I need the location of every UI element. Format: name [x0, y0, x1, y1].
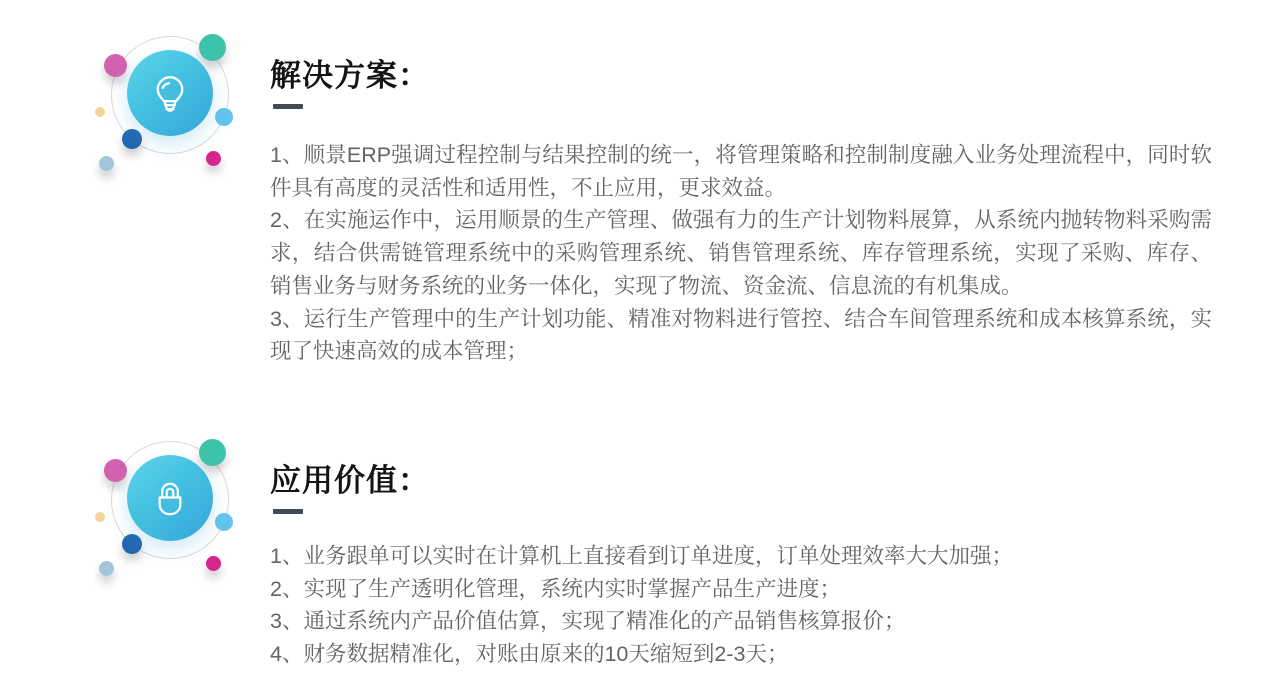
- dot-teal: [199, 34, 226, 61]
- value-paragraph-2: 2、实现了生产透明化管理，系统内实时掌握产品生产进度；: [270, 576, 841, 601]
- dot-yellow: [95, 107, 105, 117]
- value-body: [270, 540, 1212, 671]
- lightbulb-icon: [147, 70, 193, 116]
- solution-paragraph-2: 2、在实施运作中，运用顺景的生产管理、做强有力的生产计划物料展算，从系统内抛转物料采购需求，结合供需链管理系统中的采购管理系统、销售管理系统、库存管理系统，实现了采购、库存、销售业务与财务系统的业务一体化，实现了物流、资金流、信息流的有机集成。: [270, 208, 1212, 298]
- section-title-value: 应用价值：: [270, 463, 430, 498]
- dot-pale-blue: [99, 156, 114, 171]
- dot-dark-blue: [122, 534, 142, 554]
- solution-paragraph-3: 3、运行生产管理中的生产计划功能、精准对物料进行管控、结合车间管理系统和成本核算系统，实现了快速高效的成本管理；: [270, 306, 1212, 364]
- title-underline: [273, 104, 303, 109]
- dot-pale-blue: [99, 561, 114, 576]
- dot-light-blue: [215, 108, 233, 126]
- value-paragraph-4: 4、财务数据精准化，对账由原来的10天缩短到2-3天；: [270, 642, 789, 667]
- solution-paragraph-1: 1、顺景ERP强调过程控制与结果控制的统一，将管理策略和控制制度融入业务处理流程中，同时软件具有高度的灵活性和适用性，不止应用，更求效益。: [270, 143, 1212, 200]
- section-title-solution: 解决方案：: [270, 58, 430, 93]
- dot-teal: [199, 439, 226, 466]
- dot-pink: [104, 459, 127, 482]
- title-underline: [273, 509, 303, 514]
- dot-magenta: [206, 556, 221, 571]
- solution-body: [270, 139, 1212, 368]
- dot-magenta: [206, 151, 221, 166]
- value-paragraph-3: 3、通过系统内产品价值估算，实现了精准化的产品销售核算报价；: [270, 609, 906, 634]
- dot-dark-blue: [122, 129, 142, 149]
- dot-yellow: [95, 512, 105, 522]
- solution-icon-group: [88, 30, 238, 180]
- lightbulb-icon-circle: [127, 50, 213, 136]
- value-icon-group: [88, 435, 238, 585]
- dot-pink: [104, 54, 127, 77]
- dot-light-blue: [215, 513, 233, 531]
- value-paragraph-1: 1、业务跟单可以实时在计算机上直接看到订单进度，订单处理效率大大加强；: [270, 544, 1013, 568]
- lock-icon: [147, 475, 193, 521]
- lock-icon-circle: [127, 455, 213, 541]
